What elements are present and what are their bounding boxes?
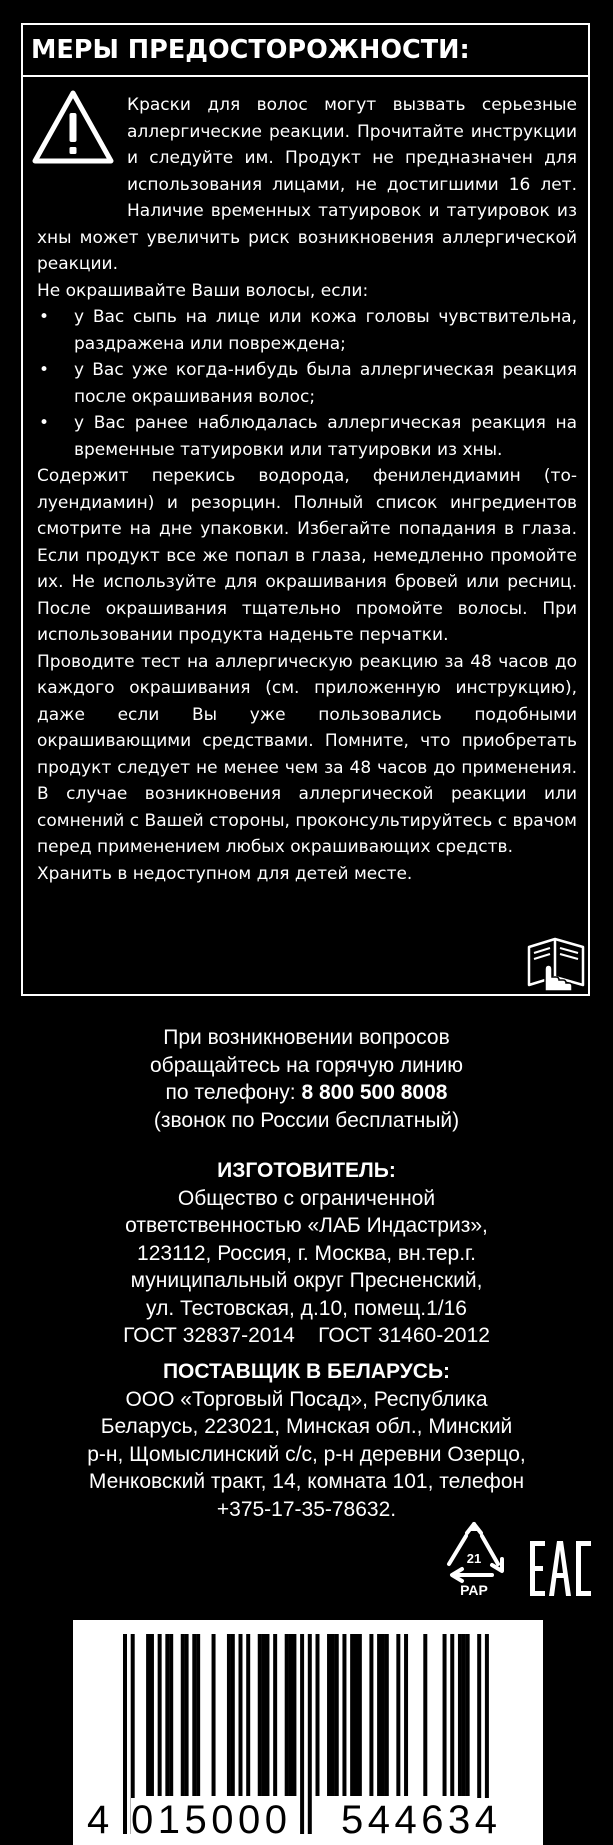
precautions-title: МЕРЫ ПРЕДОСТОРОЖНОСТИ: [23,25,588,77]
manufacturer-line: муниципальный округ Пресненский, [130,1269,483,1292]
barcode-first-digit: 4 [87,1798,112,1842]
precautions-list-intro: Не окрашивайте Ваши волосы, если: [37,280,369,301]
barcode-bar [123,1634,127,1834]
barcode-bar [458,1634,462,1796]
read-instructions-icon [523,933,591,993]
barcode-bar [239,1634,243,1796]
barcode-bar [377,1634,381,1796]
supplier-line: Менковский тракт, 14, комната 101, телефон [88,1470,525,1493]
barcode-bar [358,1634,362,1796]
barcode-bar [443,1634,447,1796]
barcode-bar [146,1634,150,1796]
manufacturer-line: Общество с ограниченной [177,1186,436,1210]
manufacturer-info [40,1157,573,1350]
barcode-bar [196,1634,200,1796]
barcode-bar [423,1634,427,1796]
barcode-bar [350,1634,354,1796]
recycle-code: 21 [466,1551,482,1566]
barcode-bar [246,1634,250,1796]
barcode-right-digits: 544634 [341,1798,502,1842]
precautions-paragraph: Краски для волос могут вызвать серьезные аллергические реакции. Прочитайте инструкции и следуйте им. Продукт не предназначен для использования лицами, не достигшими 16 лет. Наличие временных татуировок и татуировок из хны может увеличить риск возникновения аллергической реакции. [37,95,577,274]
barcode-bar [192,1634,196,1796]
supplier-line: р-н, Щомыслинский с/с, р-н деревни Озерцо, [87,1442,526,1466]
barcode-bar [292,1634,296,1796]
precautions-list [37,304,577,463]
barcode-bar [289,1634,293,1796]
barcode-bar [212,1634,216,1796]
barcode-bar [331,1634,335,1796]
precautions-storage-note: Хранить в недоступном для детей месте. [37,863,413,884]
barcode-bar [450,1634,454,1796]
manufacturer-line: 123112, Россия, г. Москва, вн.тер.г. [137,1241,476,1265]
barcode-bar [169,1634,173,1796]
barcode-bar [308,1634,312,1834]
barcode-bar [327,1634,331,1796]
barcode-bar [227,1634,231,1796]
barcode-bar [369,1634,373,1796]
barcode-bar [462,1634,466,1796]
barcode-bar [273,1634,277,1796]
barcode-bar [342,1634,346,1796]
list-item: • у Вас сыпь на лице или кожа головы чувствительна, раздражена или повреждена; [37,304,577,357]
manufacturer-line: ответственностью «ЛАБ Индастриз», [125,1214,488,1237]
barcode-bar [265,1634,269,1796]
manufacturer-standards: ГОСТ 32837-2014 ГОСТ 31460-2012 [123,1324,490,1347]
barcode-bar [466,1634,470,1796]
manufacturer-line: ул. Тестовская, д.10, помещ.1/16 [146,1296,467,1320]
hotline-phone-prefix: по телефону: [165,1081,302,1104]
barcode-bar [404,1634,408,1796]
precautions-text [37,92,577,887]
hotline-text: При возникновении вопросов [163,1026,450,1049]
supplier-info [24,1358,589,1523]
list-item: • у Вас ранее наблюдалась аллергическая реакция на временные татуировки или татуировки из хны. [37,410,577,463]
barcode-bar [165,1634,169,1796]
precautions-paragraph: Проводите тест на аллергическую реакцию за 48 часов до каждого окрашивания (см. приложенную инструкцию), даже если Вы уже пользовались подобными окрашивающими средствами. Помните, что приобретать продукт следует не менее чем за 48 часов до применения. В случае возникновения аллергической реакции или сомнений с Вашей стороны, проконсультируйтесь с врачом перед применением любых окрашивающих средств. [37,651,577,857]
eac-icon [530,1541,591,1596]
barcode-bar [354,1634,358,1796]
barcode-bar [185,1634,189,1796]
list-item: • у Вас уже когда-нибудь была аллергическая реакция после окрашивания волос; [37,357,577,410]
barcode-bar [285,1634,289,1796]
barcode-bar [381,1634,385,1796]
barcode-bar [231,1634,235,1796]
hotline-phone-line [40,1079,573,1107]
precautions-box [21,23,590,996]
barcode-bar [385,1634,389,1796]
supplier-heading: ПОСТАВЩИК В БЕЛАРУСЬ: [162,1360,451,1383]
barcode-bar [300,1634,304,1834]
barcode-bar [150,1634,154,1796]
precautions-paragraph: Содержит перекись водорода, фенилендиамин (толуендиамин) и резорцин. Полный список ингредиентов смотрите на дне упаковки. Избегайте попадания в глаза. Если продукт все же попал в глаза, немедленно промойте их. Не используйте для окрашивания бровей или ресниц. После окрашивания тщательно промойте волосы. При использовании продукта наденьте перчатки. [37,466,577,645]
hotline-info [40,1024,573,1134]
supplier-line: ООО «Торговый Посад», Республика [125,1387,488,1411]
barcode-bar [258,1634,262,1796]
hotline-text: (звонок по России бесплатный) [153,1108,460,1132]
hotline-text: обращайтесь на горячую линию [150,1053,463,1077]
barcode-bar [335,1634,339,1796]
barcode-bar [262,1634,266,1796]
recycle-label: PAP [460,1582,488,1598]
supplier-line: +375-17-35-78632. [216,1497,397,1521]
barcode-bar [396,1634,400,1796]
barcode-bar [158,1634,162,1796]
barcode-left-digits: 015000 [131,1798,292,1842]
supplier-line: Беларусь, 223021, Минская обл., Минский [100,1415,513,1438]
barcode-bar [181,1634,185,1796]
barcode [73,1620,543,1845]
hotline-phone-number: 8 800 500 8008 [301,1081,448,1104]
manufacturer-heading: ИЗГОТОВИТЕЛЬ: [217,1159,396,1182]
barcode-bar [316,1634,320,1796]
